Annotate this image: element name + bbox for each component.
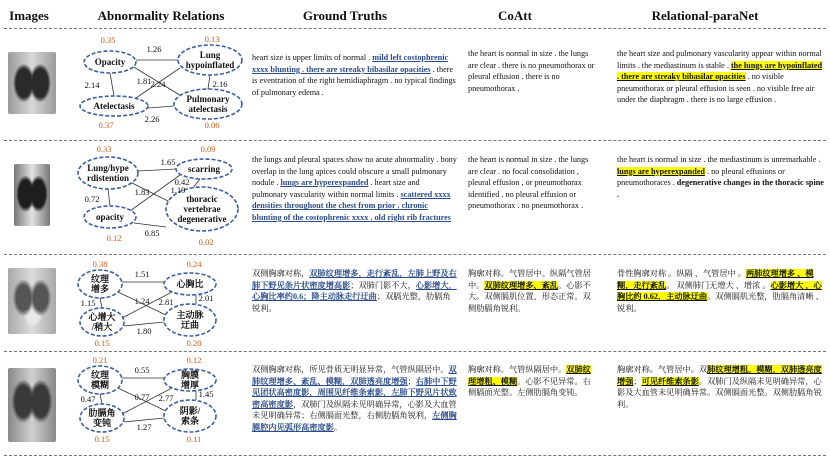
node-probability: 0.11 (186, 434, 202, 444)
node-label: 纹理 (90, 274, 110, 284)
node-probability: 0.38 (92, 259, 108, 269)
underlined-phrase: mild left costophrenic xxxx blunting . there are streaky bibasilar opacities (252, 53, 449, 74)
node-probability: 0.06 (204, 120, 220, 130)
highlighted-phrase: 双肺纹理增粗、模糊 (468, 365, 591, 386)
node-probability: 0.12 (186, 355, 202, 365)
text-segment: the heart size and pulmonary vascularity appear within normal limits . the mediastinum is stable . (617, 49, 822, 70)
node-probability: 0.15 (94, 338, 110, 348)
node-label: 心增大 (88, 312, 116, 322)
node-probability: 0.35 (100, 35, 116, 45)
text-segment: ；双肺门影不大， (350, 280, 416, 290)
edge-weight: 1.26 (146, 44, 162, 54)
node-label: rdistention (86, 173, 130, 183)
coatt-text-3 (468, 268, 598, 314)
node-label: 迂曲 (180, 320, 200, 330)
xray-image-3 (8, 268, 56, 334)
relation-edge (100, 298, 102, 308)
text-segment: the heart is normal in size . the lungs are clear . no focal consolidation , pleural effusion , or pneumothorax identified . no pleural effusion or pneumothorax . no pneumothorax . (468, 155, 589, 211)
header-abnormality-relations: Abnormality Relations (97, 8, 225, 23)
underlined-phrase: 右肺中下野见团状高密度影，周围见纤维条索影，左肺下野见片状致密高密度影 (252, 376, 457, 409)
edge-weight: 0.42 (174, 177, 190, 187)
underlined-phrase: 左侧胸膜腔内见弧形高密度影 (252, 411, 457, 432)
node-label: scarring (188, 164, 220, 174)
edge-weight: 1.15 (80, 298, 96, 308)
text-segment: . no visible pneumothorax or pleural effusion is seen . no visible free air under the diaphragm . there is no large effusion . (617, 72, 815, 105)
text-segment: ，双肺门及纵隔未见明确异常，心影及大血管未见明确异常；右侧膈面光整，右侧肋膈角锐利， (252, 399, 457, 421)
node-label: 模糊 (90, 380, 110, 390)
text-segment: degenerative changes in the thoracic spine . (617, 178, 824, 199)
highlighted-phrase: 可见纤维索条影 (641, 376, 699, 386)
node-probability: 0.02 (198, 237, 214, 247)
node-label: Pulmonary (186, 94, 230, 104)
xray-image-2 (14, 164, 50, 226)
relational-text-2 (617, 154, 825, 200)
highlighted-phrase: 心影增大 ，心胸比约 0.62，主动脉迂曲 (617, 280, 822, 302)
node-label: Atelectasis (93, 101, 135, 111)
ground-truth-text-2 (252, 154, 457, 224)
edge-weight: 0.47 (80, 394, 96, 404)
row-separator (4, 455, 826, 456)
text-segment: . there is eventration of the right hemidiaphragm . no typical findings of pulmonary edema . (252, 64, 456, 97)
row-separator (4, 254, 826, 255)
node-probability: 0.33 (96, 145, 112, 154)
highlighted-phrase: the lungs are hypoinflated . there are streaky bibasilar opacities (617, 60, 822, 82)
underlined-phrase: 双肺纹理增多，走行紊乱，左肺上野及右肺下野见条片状密度增高影 (252, 269, 457, 290)
node-probability: 0.12 (106, 233, 122, 243)
node-label: 增厚 (180, 380, 200, 390)
node-probability: 0.21 (92, 355, 108, 365)
relational-text-4 (617, 364, 825, 410)
text-segment: ； (633, 376, 642, 386)
text-segment: ； (407, 376, 416, 386)
underlined-phrase: 双肺纹理增多、紊乱、模糊，双肺透亮度增强 (252, 365, 457, 386)
node-label: Lung/hype (87, 163, 129, 173)
highlighted-phrase: 两肺纹理增多 、模糊，走行紊乱 (617, 269, 814, 290)
edge-weight: 1.81 (136, 76, 152, 86)
text-segment: the lungs and pleural spaces show no acute abnormality . bony overlap in the lung apices could obscure a small pulmonary nodule . (252, 155, 457, 188)
node-label: opacity (96, 212, 124, 222)
node-probability: 0.24 (186, 259, 202, 269)
relational-text-3 (617, 268, 825, 314)
text-segment: ；双膈光整，肋膈角锐利。 (252, 292, 451, 313)
relation-edge (110, 73, 114, 96)
header-relational-paranet: Relational-paraNet (651, 8, 759, 23)
node-label: 主动脉 (176, 310, 204, 320)
node-probability: 0.15 (94, 434, 110, 444)
coatt-text-2 (468, 154, 598, 212)
text-segment: 。 (333, 422, 343, 432)
coatt-text-4 (468, 364, 598, 399)
relation-graph-2 (72, 145, 252, 251)
text-segment: 。双肺门及纵隔未见明确异常，心影及大血管未见明确异常。双侧膈面光整。双侧肋膈角锐利。 (617, 376, 822, 409)
edge-weight: 0.55 (134, 365, 150, 375)
edge-weight: 1.24 (134, 296, 150, 306)
text-segment: 胸廓对称。气管居中。双 (617, 365, 708, 374)
text-segment: 双侧胸廓对称，所见骨质无明显异常，气管纵隔居中。 (252, 365, 449, 374)
relation-edge (208, 75, 210, 89)
row-separator (4, 28, 826, 29)
relation-edge (138, 169, 176, 171)
edge-weight: 1.83 (134, 187, 150, 197)
highlighted-phrase: 双肺纹理增多、紊乱 (484, 280, 559, 290)
relation-graph-3 (72, 258, 252, 350)
text-segment: 。心影不见异常。右侧膈面光整。左侧肋膈角变钝。 (468, 376, 591, 398)
node-probability: 0.20 (186, 338, 202, 348)
relational-text-1 (617, 48, 825, 106)
node-label: /稍大 (91, 322, 113, 332)
text-segment: 。双侧膈肌光整，肋膈角清晰 、锐利。 (617, 292, 824, 313)
ground-truth-text-1 (252, 52, 457, 98)
row-separator (4, 140, 826, 141)
relation-edge (100, 394, 102, 404)
edge-weight: 1.45 (198, 389, 214, 399)
edge-weight: 1.80 (136, 326, 152, 336)
edge-weight: 0.72 (84, 194, 100, 204)
edge-weight: 2.16 (212, 79, 228, 89)
node-label: 变钝 (92, 418, 112, 428)
node-label: degenerative (177, 214, 227, 224)
text-segment: . heart size and pulmonary vascularity within normal limits . (252, 178, 420, 199)
node-label: Opacity (94, 57, 126, 67)
xray-image-4 (8, 368, 56, 442)
text-segment: the heart is normal in size . the mediastinum is unremarkable . (617, 155, 821, 164)
text-segment: 胸廓对称。气管居中。纵隔气管居中。 (468, 269, 591, 290)
header-coatt: CoAtt (498, 8, 532, 23)
node-label: 索条 (180, 416, 200, 426)
coatt-text-1 (468, 48, 598, 94)
edge-weight: 2.14 (84, 80, 100, 90)
node-label: 胸膜 (180, 370, 200, 380)
underlined-phrase: scattered xxxx densities throughout the chest from prior . chronic blunting of the costophrenic xxxx . old right rib fractures (252, 189, 451, 222)
node-probability: 0.37 (98, 120, 114, 130)
underlined-phrase: 心影增大，心胸比率约0.6；降主动脉走行迂曲 (252, 280, 457, 302)
edge-weight: 1.65 (160, 157, 176, 167)
edge-weight: 2.77 (158, 393, 174, 403)
highlighted-phrase: 肺纹理增粗、模糊，双肺透亮度增强 (617, 365, 822, 386)
highlighted-phrase: lungs are hyperexpanded (617, 166, 705, 176)
edge-weight: 2.01 (198, 293, 214, 303)
node-label: atelectasis (188, 104, 228, 114)
node-label: vertebrae (183, 204, 221, 214)
row-separator (4, 351, 826, 352)
relation-graph-4 (72, 354, 252, 452)
text-segment: heart size is upper limits of normal . (252, 53, 373, 62)
ground-truth-text-4 (252, 364, 457, 434)
node-label: Lung (199, 50, 221, 60)
text-segment: the heart is normal in size . the lungs are clear . there is no pneumothorax or pleural effusion . there is no pneumothorax . (468, 49, 595, 93)
text-segment: 骨性胸廓对称 。纵隔 、气管居中 。 (617, 269, 746, 278)
text-segment: . no pleural effusions or pneumothoraces . (617, 166, 785, 188)
edge-weight: 2.24 (150, 79, 166, 89)
node-label: 阴影/ (179, 406, 201, 416)
ground-truth-text-3 (252, 268, 457, 314)
edge-weight: 1.19 (170, 185, 186, 195)
node-label: 心胸比 (176, 279, 204, 289)
text-segment: 。心影不大。双侧膈肌位置、形态正常。双侧肋膈角锐利。 (468, 280, 591, 313)
relation-edge (134, 223, 166, 227)
node-label: 肋膈角 (88, 408, 116, 418)
text-segment: 双侧胸廓对称， (252, 269, 310, 278)
node-probability: 0.13 (204, 34, 220, 44)
node-probability: 0.09 (200, 145, 216, 154)
node-label: hypoinflated (185, 60, 235, 70)
relation-graph-1 (72, 32, 252, 136)
edge-weight: 2.26 (144, 114, 160, 124)
header-ground-truths: Ground Truths (302, 8, 388, 23)
edge-weight: 1.51 (134, 269, 150, 279)
text-segment: 胸廓对称。气管纵隔居中。 (468, 365, 567, 374)
edge-weight: 2.81 (158, 297, 174, 307)
edge-weight: 1.27 (136, 422, 152, 432)
relation-edge (108, 189, 110, 206)
header-images: Images (9, 8, 49, 23)
text-segment: 。 双侧肺门无增大 、增浓 。 (666, 280, 771, 290)
node-label: thoracic (186, 194, 218, 204)
node-label: 纹理 (90, 370, 110, 380)
node-label: 增多 (90, 284, 110, 294)
underlined-phrase: lungs are hyperexpanded (280, 178, 369, 188)
edge-weight: 0.77 (134, 392, 150, 402)
edge-weight: 0.85 (144, 228, 160, 238)
xray-image-1 (8, 52, 56, 114)
relation-edge (148, 106, 174, 108)
